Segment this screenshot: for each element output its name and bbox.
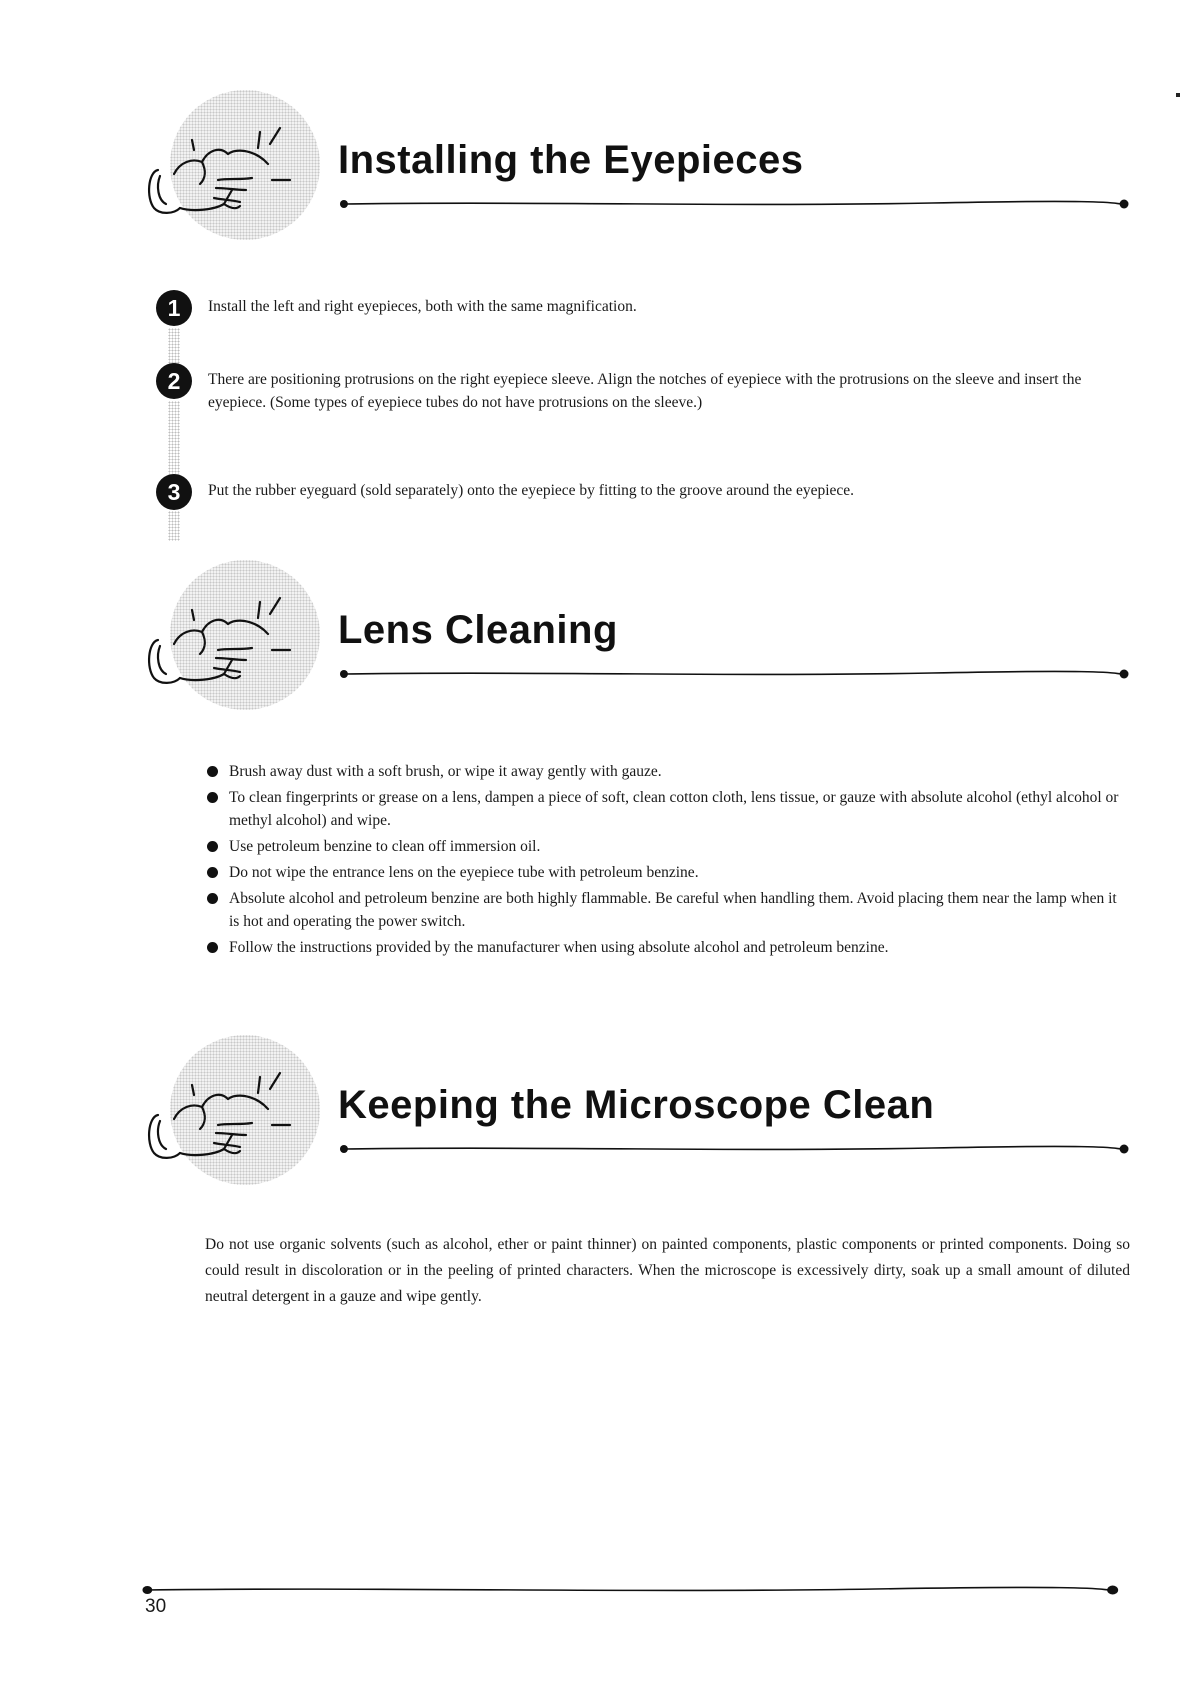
page-number: 30 [145,1596,167,1617]
step-text: There are positioning protrusions on the right eyepiece sleeve. Align the notches of eyepiece with the protrusions on the sleeve and insert the eyepiece. (Some types of eyepiece tubes do not have protrusions on the sleeve.) [208,371,1082,411]
section-installing-eyepieces [140,90,1140,260]
pointing-hand-icon [140,1065,310,1165]
section-keeping-clean [140,1035,1140,1205]
step-number: 1 [156,290,192,326]
footer-rule [140,1584,1120,1596]
bullet-icon [207,841,218,852]
step-connector [168,328,180,364]
list-item [205,760,1130,783]
bullet-icon [207,867,218,878]
list-item-text: Use petroleum benzine to clean off immersion oil. [229,838,541,855]
section-title: Lens Cleaning [338,608,618,652]
step-text: Put the rubber eyeguard (sold separately) onto the eyepiece by fitting to the groove around the eyepiece. [208,482,855,499]
keeping-clean-paragraph: Do not use organic solvents (such as alcohol, ether or paint thinner) on painted components, plastic components or printed components. Doing so could result in discoloration or in the peeling of printed characters. When the microscope is excessively dirty, soak up a small amount of diluted neutral detergent in a gauze and wipe gently. [205,1236,1130,1305]
pointing-hand-icon [140,120,310,220]
list-item [205,887,1130,933]
list-item [205,936,1130,959]
lens-cleaning-list [205,760,1130,962]
list-item [205,786,1130,832]
bullet-icon [207,792,218,803]
bullet-icon [207,893,218,904]
margin-mark [1176,93,1180,97]
pointing-hand-icon [140,590,310,690]
step-number: 2 [156,363,192,399]
list-item-text: To clean fingerprints or grease on a lens, dampen a piece of soft, clean cotton cloth, lens tissue, or gauze with absolute alcohol (ethyl alcohol or methyl alcohol) and wipe. [229,789,1119,829]
section-title: Installing the Eyepieces [338,138,804,182]
step-connector [168,511,180,541]
title-underline [338,1143,1130,1155]
section-title: Keeping the Microscope Clean [338,1083,935,1127]
step-number: 3 [156,474,192,510]
bullet-icon [207,766,218,777]
list-item-text: Brush away dust with a soft brush, or wipe it away gently with gauze. [229,763,662,780]
step-connector [168,401,180,477]
list-item-text: Follow the instructions provided by the manufacturer when using absolute alcohol and petroleum benzine. [229,939,889,956]
list-item-text: Absolute alcohol and petroleum benzine are both highly flammable. Be careful when handling them. Avoid placing them near the lamp when it is hot and operating the power switch. [229,890,1117,930]
bullet-icon [207,942,218,953]
title-underline [338,668,1130,680]
section-lens-cleaning [140,560,1140,730]
title-underline [338,198,1130,210]
list-item [205,861,1130,884]
step-text: Install the left and right eyepieces, both with the same magnification. [208,298,637,315]
list-item-text: Do not wipe the entrance lens on the eyepiece tube with petroleum benzine. [229,864,699,881]
list-item [205,835,1130,858]
